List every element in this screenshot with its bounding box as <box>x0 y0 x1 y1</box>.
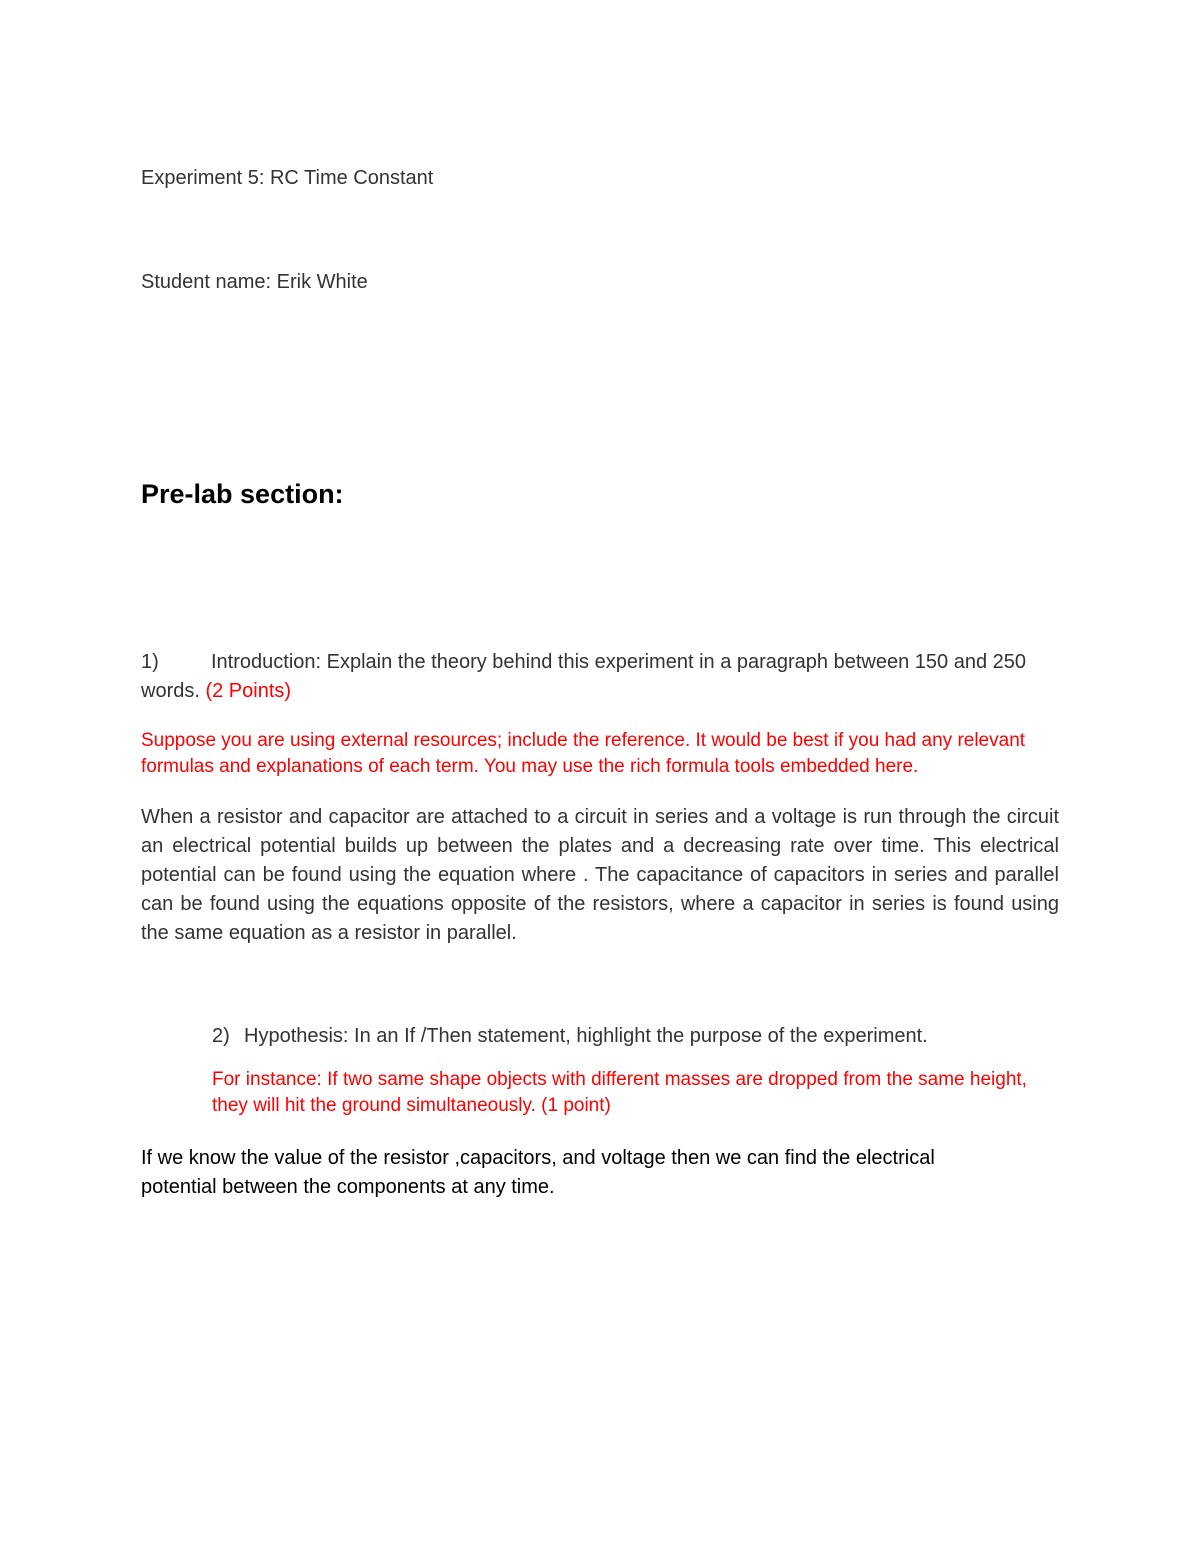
document-title: Experiment 5: RC Time Constant <box>141 167 434 189</box>
question-1-points: (2 Points) <box>205 679 292 702</box>
question-1-text: Introduction: Explain the theory behind this experiment in a paragraph between 150 and 250 words. <box>141 651 1026 702</box>
question-2-answer: If we know the value of the resistor ,capacitors, and voltage then we can find the electrical potential between the components at any time. <box>141 1147 935 1198</box>
question-1-instruction: Suppose you are using external resources; include the reference. It would be best if you had any relevant formulas and explanations of each term. You may use the rich formula tools embedded here. <box>141 730 1026 777</box>
question-2-text: Hypothesis: In an If /Then statement, highlight the purpose of the experiment. <box>244 1025 928 1047</box>
question-2-number: 2) <box>212 1025 230 1047</box>
question-1-number: 1) <box>141 651 159 673</box>
question-2-prompt <box>212 1022 928 1050</box>
section-heading: Pre-lab section: <box>141 479 344 509</box>
question-1-answer: When a resistor and capacitor are attached to a circuit in series and a voltage is run through the circuit an electrical potential builds up between the plates and a decreasing rate over time. This electrical potential can be found using the equation where . The capacitance of capacitors in series and parallel can be found using the equations opposite of the resistors, where a capacitor in series is found using the same equation as a resistor in parallel. <box>141 806 1059 944</box>
question-2-instruction: For instance: If two same shape objects with different masses are dropped from the same height, they will hit the ground simultaneously. (1 point) <box>212 1069 1027 1116</box>
question-1-prompt <box>141 648 1059 705</box>
student-name-line: Student name: Erik White <box>141 271 368 293</box>
